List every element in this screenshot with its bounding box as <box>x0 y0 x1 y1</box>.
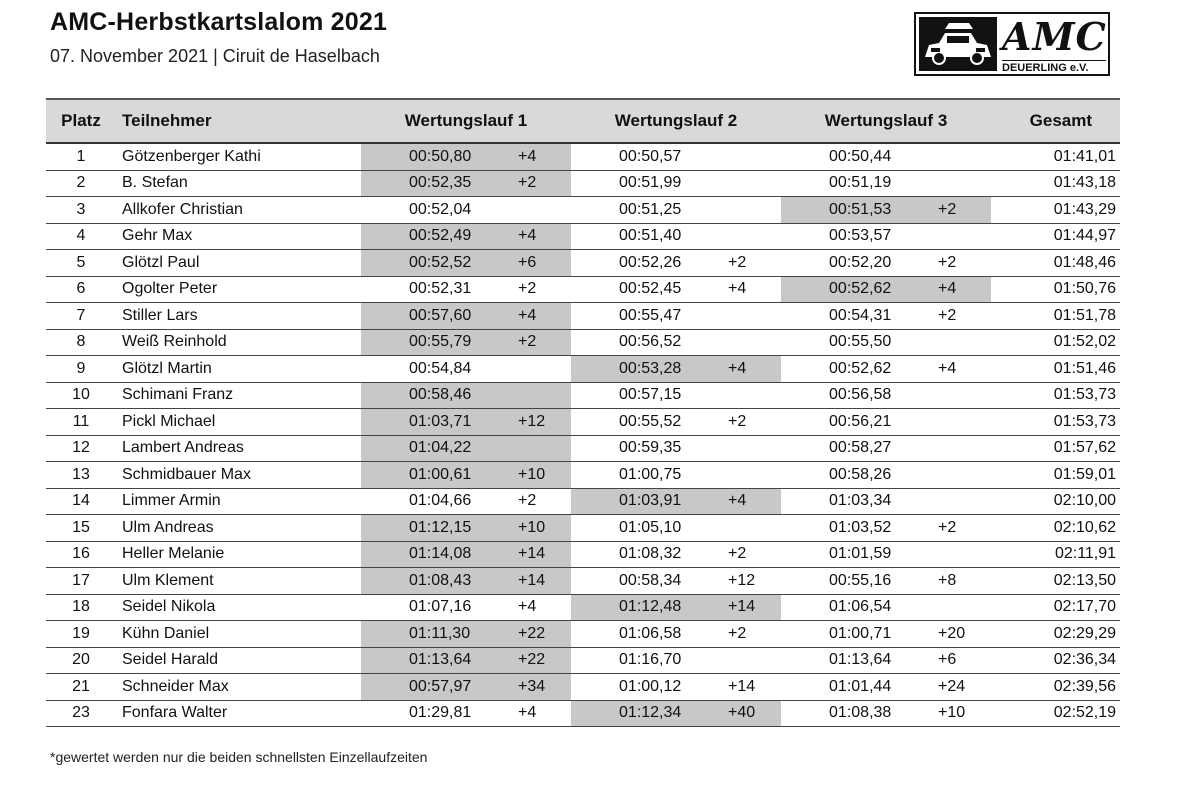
platz-cell: 20 <box>46 647 116 674</box>
platz-cell: 12 <box>46 435 116 462</box>
run1-penalty-cell <box>506 435 571 462</box>
table-row <box>46 621 1120 648</box>
page-subtitle: 07. November 2021 | Ciruit de Haselbach <box>50 46 380 66</box>
table-row <box>46 700 1120 727</box>
run1-penalty-cell: +2 <box>506 329 571 356</box>
table-row <box>46 488 1120 515</box>
total-cell: 02:17,70 <box>991 594 1120 621</box>
run1-penalty-cell: +22 <box>506 647 571 674</box>
run2-penalty-cell: +2 <box>716 621 781 648</box>
run3-time-cell: 00:52,62 <box>781 276 926 303</box>
table-row <box>46 197 1120 224</box>
race-car-icon <box>919 17 997 71</box>
run3-penalty-cell: +4 <box>926 276 991 303</box>
run1-time-cell: 00:54,84 <box>361 356 506 383</box>
run2-penalty-cell: +14 <box>716 594 781 621</box>
run3-time-cell: 00:54,31 <box>781 303 926 330</box>
logo-club-name: DEUERLING e.V. <box>1002 62 1089 74</box>
table-row <box>46 143 1120 170</box>
run2-time-cell: 00:55,47 <box>571 303 716 330</box>
header-wertungslauf-1: Wertungslauf 1 <box>361 99 571 143</box>
run3-penalty-cell <box>926 329 991 356</box>
run2-penalty-cell: +12 <box>716 568 781 595</box>
run3-time-cell: 00:58,26 <box>781 462 926 489</box>
run1-time-cell: 00:52,49 <box>361 223 506 250</box>
run1-time-cell: 01:08,43 <box>361 568 506 595</box>
run2-time-cell: 00:53,28 <box>571 356 716 383</box>
results-table <box>46 98 1120 727</box>
header-platz: Platz <box>46 99 116 143</box>
total-cell: 01:43,29 <box>991 197 1120 224</box>
run2-time-cell: 01:00,75 <box>571 462 716 489</box>
run3-penalty-cell: +2 <box>926 197 991 224</box>
run1-penalty-cell: +2 <box>506 170 571 197</box>
participant-cell: Götzenberger Kathi <box>116 143 361 170</box>
run2-time-cell: 00:57,15 <box>571 382 716 409</box>
run2-penalty-cell <box>716 647 781 674</box>
table-row <box>46 647 1120 674</box>
run2-time-cell: 01:06,58 <box>571 621 716 648</box>
run3-penalty-cell <box>926 409 991 436</box>
total-cell: 01:57,62 <box>991 435 1120 462</box>
run2-time-cell: 01:16,70 <box>571 647 716 674</box>
platz-cell: 1 <box>46 143 116 170</box>
table-row <box>46 515 1120 542</box>
run1-time-cell: 00:58,46 <box>361 382 506 409</box>
run3-time-cell: 01:08,38 <box>781 700 926 727</box>
run3-penalty-cell <box>926 488 991 515</box>
run2-penalty-cell <box>716 329 781 356</box>
table-row <box>46 276 1120 303</box>
run2-penalty-cell: +2 <box>716 541 781 568</box>
run2-penalty-cell: +40 <box>716 700 781 727</box>
run2-time-cell: 00:52,26 <box>571 250 716 277</box>
run2-penalty-cell <box>716 223 781 250</box>
run3-penalty-cell: +24 <box>926 674 991 701</box>
run1-time-cell: 01:13,64 <box>361 647 506 674</box>
total-cell: 02:13,50 <box>991 568 1120 595</box>
table-row <box>46 356 1120 383</box>
run1-time-cell: 01:12,15 <box>361 515 506 542</box>
platz-cell: 23 <box>46 700 116 727</box>
run3-time-cell: 00:51,53 <box>781 197 926 224</box>
header-gesamt: Gesamt <box>991 99 1120 143</box>
run1-time-cell: 00:52,35 <box>361 170 506 197</box>
platz-cell: 17 <box>46 568 116 595</box>
run1-time-cell: 00:52,52 <box>361 250 506 277</box>
run1-penalty-cell: +12 <box>506 409 571 436</box>
total-cell: 02:29,29 <box>991 621 1120 648</box>
run2-penalty-cell <box>716 143 781 170</box>
run3-time-cell: 00:51,19 <box>781 170 926 197</box>
total-cell: 02:36,34 <box>991 647 1120 674</box>
run2-penalty-cell <box>716 515 781 542</box>
participant-cell: Seidel Harald <box>116 647 361 674</box>
run1-penalty-cell: +10 <box>506 462 571 489</box>
run3-penalty-cell: +2 <box>926 250 991 277</box>
run1-time-cell: 01:07,16 <box>361 594 506 621</box>
run2-time-cell: 01:05,10 <box>571 515 716 542</box>
run1-penalty-cell: +4 <box>506 223 571 250</box>
platz-cell: 6 <box>46 276 116 303</box>
run2-time-cell: 01:08,32 <box>571 541 716 568</box>
table-row <box>46 541 1120 568</box>
footnote: *gewertet werden nur die beiden schnellsten Einzellaufzeiten <box>50 749 428 765</box>
run1-penalty-cell <box>506 197 571 224</box>
platz-cell: 19 <box>46 621 116 648</box>
run3-time-cell: 00:58,27 <box>781 435 926 462</box>
participant-cell: Ulm Klement <box>116 568 361 595</box>
run1-penalty-cell: +4 <box>506 143 571 170</box>
run2-penalty-cell: +4 <box>716 276 781 303</box>
run3-time-cell: 01:06,54 <box>781 594 926 621</box>
run2-time-cell: 00:51,40 <box>571 223 716 250</box>
run2-time-cell: 01:12,34 <box>571 700 716 727</box>
run2-penalty-cell: +2 <box>716 250 781 277</box>
run3-penalty-cell <box>926 594 991 621</box>
run1-time-cell: 00:52,04 <box>361 197 506 224</box>
total-cell: 01:59,01 <box>991 462 1120 489</box>
participant-cell: Heller Melanie <box>116 541 361 568</box>
run1-penalty-cell: +14 <box>506 541 571 568</box>
platz-cell: 14 <box>46 488 116 515</box>
run2-time-cell: 00:50,57 <box>571 143 716 170</box>
run1-time-cell: 01:11,30 <box>361 621 506 648</box>
participant-cell: B. Stefan <box>116 170 361 197</box>
platz-cell: 2 <box>46 170 116 197</box>
table-header-row <box>46 99 1120 143</box>
table-row <box>46 594 1120 621</box>
platz-cell: 9 <box>46 356 116 383</box>
participant-cell: Limmer Armin <box>116 488 361 515</box>
total-cell: 01:48,46 <box>991 250 1120 277</box>
table-row <box>46 303 1120 330</box>
run1-penalty-cell: +4 <box>506 303 571 330</box>
run3-time-cell: 00:50,44 <box>781 143 926 170</box>
run3-time-cell: 00:55,16 <box>781 568 926 595</box>
platz-cell: 8 <box>46 329 116 356</box>
table-row <box>46 674 1120 701</box>
run2-time-cell: 00:58,34 <box>571 568 716 595</box>
table-row <box>46 329 1120 356</box>
run3-time-cell: 01:01,44 <box>781 674 926 701</box>
platz-cell: 21 <box>46 674 116 701</box>
run1-time-cell: 01:04,22 <box>361 435 506 462</box>
run1-penalty-cell: +4 <box>506 594 571 621</box>
run1-penalty-cell <box>506 356 571 383</box>
participant-cell: Gehr Max <box>116 223 361 250</box>
run3-penalty-cell: +2 <box>926 515 991 542</box>
platz-cell: 7 <box>46 303 116 330</box>
participant-cell: Pickl Michael <box>116 409 361 436</box>
table-row <box>46 568 1120 595</box>
run3-time-cell: 00:52,62 <box>781 356 926 383</box>
run1-penalty-cell: +34 <box>506 674 571 701</box>
platz-cell: 4 <box>46 223 116 250</box>
table-row <box>46 250 1120 277</box>
run2-penalty-cell: +4 <box>716 488 781 515</box>
run2-time-cell: 00:52,45 <box>571 276 716 303</box>
run1-penalty-cell: +2 <box>506 488 571 515</box>
run3-penalty-cell <box>926 462 991 489</box>
run3-time-cell: 01:03,52 <box>781 515 926 542</box>
run3-time-cell: 01:00,71 <box>781 621 926 648</box>
platz-cell: 3 <box>46 197 116 224</box>
run2-time-cell: 00:56,52 <box>571 329 716 356</box>
run1-time-cell: 01:29,81 <box>361 700 506 727</box>
participant-cell: Weiß Reinhold <box>116 329 361 356</box>
total-cell: 01:50,76 <box>991 276 1120 303</box>
participant-cell: Schimani Franz <box>116 382 361 409</box>
participant-cell: Glötzl Martin <box>116 356 361 383</box>
run2-penalty-cell <box>716 435 781 462</box>
run1-time-cell: 00:57,60 <box>361 303 506 330</box>
run2-time-cell: 00:55,52 <box>571 409 716 436</box>
header-wertungslauf-3: Wertungslauf 3 <box>781 99 991 143</box>
run3-penalty-cell: +8 <box>926 568 991 595</box>
run3-penalty-cell <box>926 170 991 197</box>
total-cell: 01:44,97 <box>991 223 1120 250</box>
total-cell: 02:10,00 <box>991 488 1120 515</box>
header-teilnehmer: Teilnehmer <box>116 99 361 143</box>
run2-penalty-cell <box>716 170 781 197</box>
platz-cell: 18 <box>46 594 116 621</box>
run1-time-cell: 01:00,61 <box>361 462 506 489</box>
run2-penalty-cell: +4 <box>716 356 781 383</box>
run3-penalty-cell: +2 <box>926 303 991 330</box>
run2-penalty-cell <box>716 303 781 330</box>
participant-cell: Fonfara Walter <box>116 700 361 727</box>
run3-penalty-cell: +4 <box>926 356 991 383</box>
run3-time-cell: 00:52,20 <box>781 250 926 277</box>
run2-time-cell: 00:51,25 <box>571 197 716 224</box>
run1-penalty-cell: +22 <box>506 621 571 648</box>
total-cell: 01:53,73 <box>991 382 1120 409</box>
platz-cell: 11 <box>46 409 116 436</box>
participant-cell: Schneider Max <box>116 674 361 701</box>
run2-time-cell: 01:03,91 <box>571 488 716 515</box>
participant-cell: Ogolter Peter <box>116 276 361 303</box>
table-row <box>46 409 1120 436</box>
logo-brand-text: AMC <box>1002 14 1107 59</box>
run1-time-cell: 01:14,08 <box>361 541 506 568</box>
participant-cell: Seidel Nikola <box>116 594 361 621</box>
participant-cell: Allkofer Christian <box>116 197 361 224</box>
participant-cell: Stiller Lars <box>116 303 361 330</box>
total-cell: 01:51,78 <box>991 303 1120 330</box>
page-title: AMC-Herbstkartslalom 2021 <box>50 8 388 36</box>
run1-time-cell: 00:57,97 <box>361 674 506 701</box>
table-row <box>46 223 1120 250</box>
participant-cell: Kühn Daniel <box>116 621 361 648</box>
run2-time-cell: 01:00,12 <box>571 674 716 701</box>
table-row <box>46 170 1120 197</box>
participant-cell: Glötzl Paul <box>116 250 361 277</box>
participant-cell: Schmidbauer Max <box>116 462 361 489</box>
run3-penalty-cell <box>926 382 991 409</box>
run1-penalty-cell: +14 <box>506 568 571 595</box>
run1-penalty-cell: +4 <box>506 700 571 727</box>
run1-time-cell: 01:03,71 <box>361 409 506 436</box>
header-wertungslauf-2: Wertungslauf 2 <box>571 99 781 143</box>
participant-cell: Lambert Andreas <box>116 435 361 462</box>
run1-time-cell: 00:50,80 <box>361 143 506 170</box>
run3-time-cell: 00:55,50 <box>781 329 926 356</box>
run3-time-cell: 00:56,58 <box>781 382 926 409</box>
total-cell: 01:43,18 <box>991 170 1120 197</box>
run3-penalty-cell <box>926 143 991 170</box>
participant-cell: Ulm Andreas <box>116 515 361 542</box>
run1-penalty-cell <box>506 382 571 409</box>
run3-time-cell: 01:03,34 <box>781 488 926 515</box>
run2-time-cell: 00:59,35 <box>571 435 716 462</box>
run3-penalty-cell <box>926 435 991 462</box>
run3-time-cell: 01:13,64 <box>781 647 926 674</box>
run3-penalty-cell: +6 <box>926 647 991 674</box>
run3-time-cell: 00:56,21 <box>781 409 926 436</box>
total-cell: 01:41,01 <box>991 143 1120 170</box>
total-cell: 02:11,91 <box>991 541 1120 568</box>
run2-penalty-cell <box>716 382 781 409</box>
platz-cell: 10 <box>46 382 116 409</box>
total-cell: 02:52,19 <box>991 700 1120 727</box>
run2-time-cell: 01:12,48 <box>571 594 716 621</box>
run1-penalty-cell: +10 <box>506 515 571 542</box>
platz-cell: 16 <box>46 541 116 568</box>
run1-time-cell: 00:52,31 <box>361 276 506 303</box>
total-cell: 01:53,73 <box>991 409 1120 436</box>
platz-cell: 13 <box>46 462 116 489</box>
table-row <box>46 435 1120 462</box>
run1-penalty-cell: +2 <box>506 276 571 303</box>
run1-penalty-cell: +6 <box>506 250 571 277</box>
run3-penalty-cell: +20 <box>926 621 991 648</box>
run3-penalty-cell <box>926 541 991 568</box>
total-cell: 02:39,56 <box>991 674 1120 701</box>
platz-cell: 15 <box>46 515 116 542</box>
run2-penalty-cell: +2 <box>716 409 781 436</box>
total-cell: 02:10,62 <box>991 515 1120 542</box>
total-cell: 01:52,02 <box>991 329 1120 356</box>
run2-time-cell: 00:51,99 <box>571 170 716 197</box>
table-row <box>46 462 1120 489</box>
run3-penalty-cell <box>926 223 991 250</box>
run2-penalty-cell: +14 <box>716 674 781 701</box>
run1-time-cell: 01:04,66 <box>361 488 506 515</box>
logo-divider <box>1002 60 1106 61</box>
club-logo <box>914 12 1110 76</box>
total-cell: 01:51,46 <box>991 356 1120 383</box>
run3-time-cell: 00:53,57 <box>781 223 926 250</box>
run3-time-cell: 01:01,59 <box>781 541 926 568</box>
platz-cell: 5 <box>46 250 116 277</box>
run2-penalty-cell <box>716 197 781 224</box>
run2-penalty-cell <box>716 462 781 489</box>
run3-penalty-cell: +10 <box>926 700 991 727</box>
table-row <box>46 382 1120 409</box>
run1-time-cell: 00:55,79 <box>361 329 506 356</box>
